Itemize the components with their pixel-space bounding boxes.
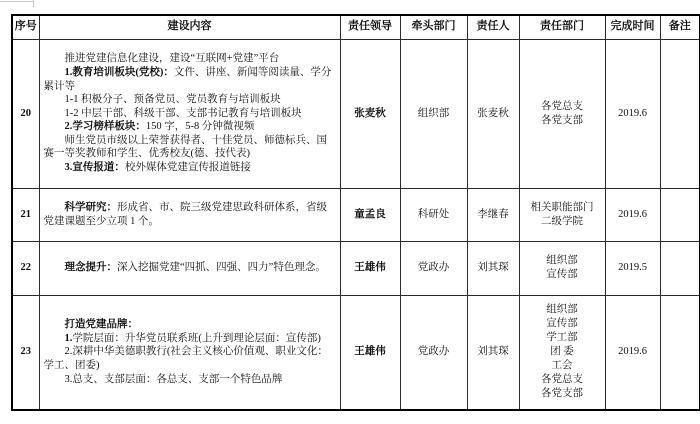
leader-cell: 王雄伟 xyxy=(340,241,400,295)
time-cell: 2019.6 xyxy=(605,188,660,241)
person-cell: 李继春 xyxy=(467,188,519,241)
time-cell: 2019.6 xyxy=(605,39,660,188)
note-cell xyxy=(660,39,700,188)
note-cell xyxy=(660,241,700,295)
col-header-leader: 责任领导 xyxy=(340,15,400,39)
table-row-20 xyxy=(12,39,700,188)
time-cell: 2019.5 xyxy=(605,241,660,295)
resp-dept-line: 组织部 xyxy=(546,304,578,316)
resp-dept-line: 工会 xyxy=(551,360,573,372)
col-header-num: 序号 xyxy=(12,15,39,39)
content-cell xyxy=(39,295,340,410)
resp-dept-line: 相关职能部门 xyxy=(530,201,594,213)
content-line: 2.学习榜样板块：150 字，5-8 分钟微视频 xyxy=(64,121,255,133)
content-line: 师生党员市级以上荣誉获得者、十佳党员、师德标兵、国赛一等奖教师和学生、优秀校友(德、技代表) xyxy=(43,134,327,160)
resp-dept-line: 各党总支 xyxy=(541,374,583,386)
content-line: 3.宣传报道：校外媒体党建宣传报道链接 xyxy=(64,162,251,174)
resp-dept-cell xyxy=(519,241,605,295)
content-cell xyxy=(39,39,340,188)
row-number-cell: 21 xyxy=(12,188,39,241)
lead-dept-cell: 党政办 xyxy=(400,295,467,410)
col-header-content: 建设内容 xyxy=(39,15,340,39)
resp-dept-line: 团 委 xyxy=(550,346,574,358)
lead-dept-cell: 党政办 xyxy=(400,241,467,295)
content-line: 打造党建品牌： xyxy=(64,319,138,331)
table-row-21 xyxy=(12,188,700,241)
content-line: 1-1 积极分子、预备党员、党员教育与培训板块 xyxy=(64,94,281,106)
content-line: 1.学院层面：升华党员联系班(上升到理论层面：宣传部) xyxy=(64,332,321,344)
resp-dept-line: 组织部 xyxy=(546,255,578,266)
resp-dept-line: 学工部 xyxy=(546,332,578,344)
content-line: 科学研究：形成省、市、院三级党建思政科研体系，省级党建课题至少立项 1 个。 xyxy=(43,201,327,227)
person-cell: 张麦秋 xyxy=(467,39,519,188)
resp-dept-cell xyxy=(519,295,605,410)
col-header-note: 备注 xyxy=(660,15,700,39)
note-cell xyxy=(660,295,700,410)
content-line: 1-2 中层干部、科级干部、支部书记教育与培训板块 xyxy=(64,107,302,119)
content-line: 推进党建信息化建设，建设“互联网+党建”平台 xyxy=(64,53,280,65)
table-row-23 xyxy=(12,295,700,410)
content-cell xyxy=(39,188,340,241)
person-cell: 刘其琛 xyxy=(467,295,519,410)
person-cell: 刘其琛 xyxy=(467,241,519,295)
content-line: 1.教育培训板块(党校)：文件、讲座、新闻等阅读量、学分累计等 xyxy=(43,66,332,92)
resp-dept-cell xyxy=(519,39,605,188)
table-container xyxy=(11,14,700,411)
content-line: 3.总支、支部层面：各总支、支部一个特色品牌 xyxy=(64,373,283,385)
col-header-resp_dept: 责任部门 xyxy=(519,15,605,39)
page-grid-mark-vertical xyxy=(33,0,34,7)
resp-dept-cell xyxy=(519,188,605,241)
col-header-time: 完成时间 xyxy=(605,15,660,39)
resp-dept-line: 宣传部 xyxy=(546,269,578,280)
lead-dept-cell: 科研处 xyxy=(400,188,467,241)
lead-dept-cell: 组织部 xyxy=(400,39,467,188)
row-number-cell: 23 xyxy=(12,295,39,410)
note-cell xyxy=(660,188,700,241)
resp-dept-line: 各党支部 xyxy=(541,388,583,400)
leader-cell: 童孟良 xyxy=(340,188,400,241)
leader-cell: 张麦秋 xyxy=(340,39,400,188)
table-row-22 xyxy=(12,241,700,295)
row-number-cell: 22 xyxy=(12,241,39,295)
resp-dept-line: 各党总支 xyxy=(541,100,583,112)
plan-table xyxy=(11,14,700,411)
resp-dept-line: 各党支部 xyxy=(541,114,583,126)
content-cell xyxy=(39,241,340,295)
header-row xyxy=(12,15,700,39)
col-header-person: 责任人 xyxy=(467,15,519,39)
col-header-lead_dept: 牵头部门 xyxy=(400,15,467,39)
leader-cell: 王雄伟 xyxy=(340,295,400,410)
row-number-cell: 20 xyxy=(12,39,39,188)
content-line: 理念提升：深入挖掘党建“四抓、四强、四力”特色理念。 xyxy=(64,262,326,274)
page-grid-mark-horizontal xyxy=(0,1,34,2)
resp-dept-line: 宣传部 xyxy=(546,318,578,330)
resp-dept-line: 二级学院 xyxy=(541,215,583,227)
time-cell: 2019.6 xyxy=(605,295,660,410)
content-line: 2.深耕中华美德职教行(社会主义核心价值观、职业文化：学工、团委) xyxy=(43,346,328,372)
